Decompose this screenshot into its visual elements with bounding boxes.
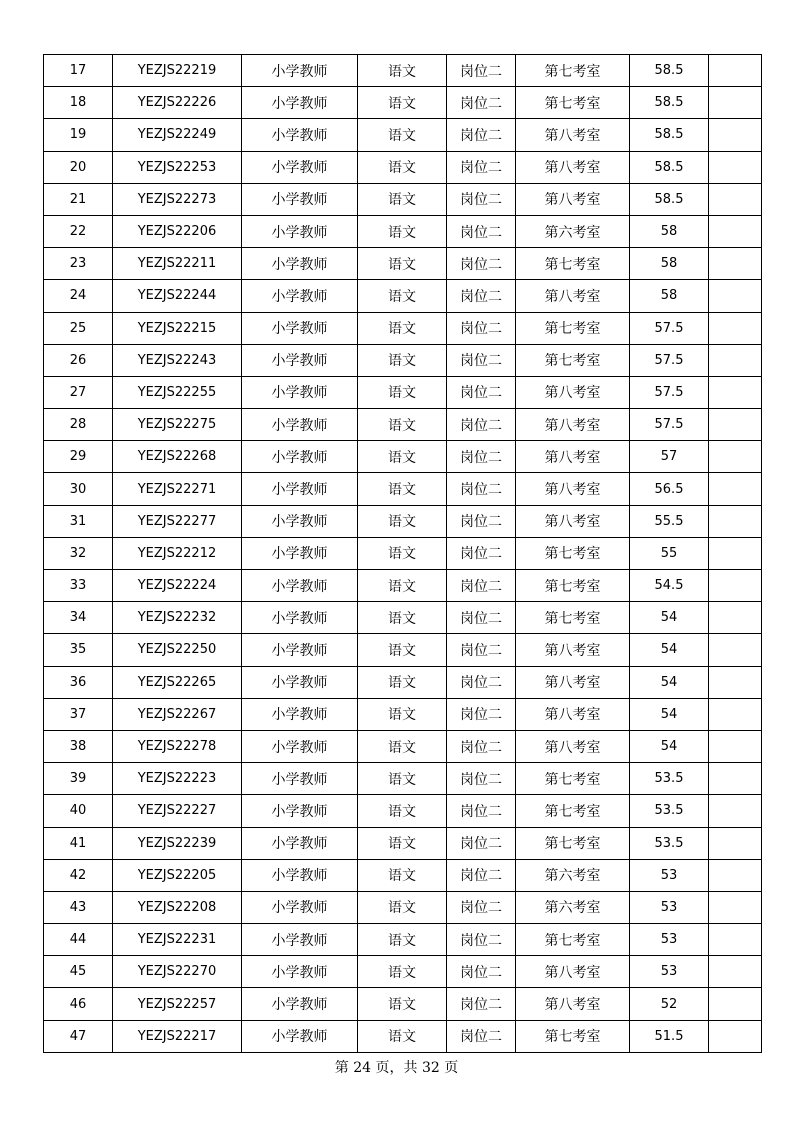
post-cell: 岗位二 xyxy=(447,537,516,569)
post-cell: 岗位二 xyxy=(447,763,516,795)
score-cell: 53.5 xyxy=(630,827,709,859)
candidate-id-cell: YEZJS22268 xyxy=(113,441,242,473)
candidate-id-cell: YEZJS22277 xyxy=(113,505,242,537)
candidate-id-cell: YEZJS22267 xyxy=(113,698,242,730)
post-cell: 岗位二 xyxy=(447,634,516,666)
subject-cell: 语文 xyxy=(358,119,447,151)
candidate-id-cell: YEZJS22227 xyxy=(113,795,242,827)
position-type-cell: 小学教师 xyxy=(242,891,358,923)
subject-cell: 语文 xyxy=(358,87,447,119)
subject-cell: 语文 xyxy=(358,730,447,762)
position-type-cell: 小学教师 xyxy=(242,666,358,698)
post-cell: 岗位二 xyxy=(447,280,516,312)
candidate-id-cell: YEZJS22215 xyxy=(113,312,242,344)
table-row xyxy=(44,473,762,505)
post-cell: 岗位二 xyxy=(447,409,516,441)
table-row xyxy=(44,859,762,891)
table-row xyxy=(44,441,762,473)
exam-room-cell: 第八考室 xyxy=(516,988,630,1020)
remark-cell xyxy=(709,280,762,312)
table-row xyxy=(44,891,762,923)
exam-room-cell: 第七考室 xyxy=(516,537,630,569)
table-row xyxy=(44,570,762,602)
remark-cell xyxy=(709,924,762,956)
position-type-cell: 小学教师 xyxy=(242,312,358,344)
position-type-cell: 小学教师 xyxy=(242,698,358,730)
score-cell: 53.5 xyxy=(630,763,709,795)
row-number-cell: 28 xyxy=(44,409,113,441)
post-cell: 岗位二 xyxy=(447,1020,516,1052)
subject-cell: 语文 xyxy=(358,441,447,473)
score-cell: 58 xyxy=(630,215,709,247)
position-type-cell: 小学教师 xyxy=(242,988,358,1020)
score-cell: 53 xyxy=(630,956,709,988)
remark-cell xyxy=(709,119,762,151)
subject-cell: 语文 xyxy=(358,634,447,666)
score-cell: 58.5 xyxy=(630,151,709,183)
subject-cell: 语文 xyxy=(358,666,447,698)
remark-cell xyxy=(709,988,762,1020)
remark-cell xyxy=(709,698,762,730)
subject-cell: 语文 xyxy=(358,891,447,923)
score-cell: 57.5 xyxy=(630,312,709,344)
table-row xyxy=(44,698,762,730)
remark-cell xyxy=(709,376,762,408)
table-row xyxy=(44,730,762,762)
table-row xyxy=(44,1020,762,1052)
row-number-cell: 36 xyxy=(44,666,113,698)
score-cell: 54 xyxy=(630,698,709,730)
candidate-id-cell: YEZJS22208 xyxy=(113,891,242,923)
candidate-id-cell: YEZJS22265 xyxy=(113,666,242,698)
exam-room-cell: 第八考室 xyxy=(516,280,630,312)
post-cell: 岗位二 xyxy=(447,344,516,376)
position-type-cell: 小学教师 xyxy=(242,473,358,505)
row-number-cell: 27 xyxy=(44,376,113,408)
subject-cell: 语文 xyxy=(358,151,447,183)
candidate-id-cell: YEZJS22250 xyxy=(113,634,242,666)
post-cell: 岗位二 xyxy=(447,570,516,602)
post-cell: 岗位二 xyxy=(447,795,516,827)
position-type-cell: 小学教师 xyxy=(242,119,358,151)
remark-cell xyxy=(709,441,762,473)
subject-cell: 语文 xyxy=(358,376,447,408)
score-cell: 58.5 xyxy=(630,119,709,151)
candidate-id-cell: YEZJS22232 xyxy=(113,602,242,634)
table-row xyxy=(44,215,762,247)
exam-room-cell: 第八考室 xyxy=(516,409,630,441)
row-number-cell: 37 xyxy=(44,698,113,730)
score-cell: 57 xyxy=(630,441,709,473)
row-number-cell: 31 xyxy=(44,505,113,537)
table-row xyxy=(44,344,762,376)
subject-cell: 语文 xyxy=(358,698,447,730)
remark-cell xyxy=(709,248,762,280)
candidate-id-cell: YEZJS22273 xyxy=(113,183,242,215)
post-cell: 岗位二 xyxy=(447,698,516,730)
score-cell: 58.5 xyxy=(630,87,709,119)
subject-cell: 语文 xyxy=(358,409,447,441)
table-body xyxy=(44,55,762,1053)
subject-cell: 语文 xyxy=(358,924,447,956)
score-cell: 54.5 xyxy=(630,570,709,602)
table-row xyxy=(44,763,762,795)
table-row xyxy=(44,409,762,441)
exam-room-cell: 第七考室 xyxy=(516,87,630,119)
remark-cell xyxy=(709,1020,762,1052)
score-cell: 51.5 xyxy=(630,1020,709,1052)
table-row xyxy=(44,280,762,312)
score-cell: 54 xyxy=(630,666,709,698)
remark-cell xyxy=(709,666,762,698)
row-number-cell: 43 xyxy=(44,891,113,923)
exam-room-cell: 第八考室 xyxy=(516,730,630,762)
table-row xyxy=(44,183,762,215)
table-row xyxy=(44,55,762,87)
score-cell: 52 xyxy=(630,988,709,1020)
post-cell: 岗位二 xyxy=(447,988,516,1020)
position-type-cell: 小学教师 xyxy=(242,827,358,859)
post-cell: 岗位二 xyxy=(447,151,516,183)
remark-cell xyxy=(709,409,762,441)
score-cell: 57.5 xyxy=(630,344,709,376)
row-number-cell: 23 xyxy=(44,248,113,280)
post-cell: 岗位二 xyxy=(447,248,516,280)
candidate-id-cell: YEZJS22206 xyxy=(113,215,242,247)
candidate-id-cell: YEZJS22243 xyxy=(113,344,242,376)
subject-cell: 语文 xyxy=(358,602,447,634)
position-type-cell: 小学教师 xyxy=(242,924,358,956)
position-type-cell: 小学教师 xyxy=(242,344,358,376)
row-number-cell: 21 xyxy=(44,183,113,215)
candidate-id-cell: YEZJS22275 xyxy=(113,409,242,441)
candidate-id-cell: YEZJS22278 xyxy=(113,730,242,762)
score-cell: 56.5 xyxy=(630,473,709,505)
table-row xyxy=(44,87,762,119)
candidate-id-cell: YEZJS22223 xyxy=(113,763,242,795)
table-row xyxy=(44,795,762,827)
exam-room-cell: 第七考室 xyxy=(516,602,630,634)
post-cell: 岗位二 xyxy=(447,87,516,119)
table-row xyxy=(44,666,762,698)
position-type-cell: 小学教师 xyxy=(242,55,358,87)
candidate-id-cell: YEZJS22226 xyxy=(113,87,242,119)
position-type-cell: 小学教师 xyxy=(242,795,358,827)
position-type-cell: 小学教师 xyxy=(242,215,358,247)
score-cell: 58.5 xyxy=(630,183,709,215)
candidate-id-cell: YEZJS22253 xyxy=(113,151,242,183)
remark-cell xyxy=(709,891,762,923)
exam-room-cell: 第八考室 xyxy=(516,119,630,151)
row-number-cell: 24 xyxy=(44,280,113,312)
remark-cell xyxy=(709,473,762,505)
remark-cell xyxy=(709,634,762,666)
position-type-cell: 小学教师 xyxy=(242,602,358,634)
row-number-cell: 17 xyxy=(44,55,113,87)
position-type-cell: 小学教师 xyxy=(242,570,358,602)
candidate-id-cell: YEZJS22217 xyxy=(113,1020,242,1052)
candidate-id-cell: YEZJS22255 xyxy=(113,376,242,408)
table-row xyxy=(44,505,762,537)
subject-cell: 语文 xyxy=(358,280,447,312)
subject-cell: 语文 xyxy=(358,344,447,376)
exam-room-cell: 第六考室 xyxy=(516,215,630,247)
row-number-cell: 38 xyxy=(44,730,113,762)
candidate-id-cell: YEZJS22270 xyxy=(113,956,242,988)
remark-cell xyxy=(709,537,762,569)
score-cell: 53 xyxy=(630,859,709,891)
subject-cell: 语文 xyxy=(358,505,447,537)
row-number-cell: 42 xyxy=(44,859,113,891)
table-row xyxy=(44,634,762,666)
row-number-cell: 47 xyxy=(44,1020,113,1052)
post-cell: 岗位二 xyxy=(447,859,516,891)
subject-cell: 语文 xyxy=(358,312,447,344)
position-type-cell: 小学教师 xyxy=(242,441,358,473)
score-cell: 55.5 xyxy=(630,505,709,537)
exam-room-cell: 第七考室 xyxy=(516,570,630,602)
table-row xyxy=(44,312,762,344)
exam-room-cell: 第七考室 xyxy=(516,827,630,859)
post-cell: 岗位二 xyxy=(447,956,516,988)
subject-cell: 语文 xyxy=(358,55,447,87)
position-type-cell: 小学教师 xyxy=(242,151,358,183)
position-type-cell: 小学教师 xyxy=(242,730,358,762)
exam-room-cell: 第八考室 xyxy=(516,151,630,183)
score-cell: 57.5 xyxy=(630,409,709,441)
score-cell: 57.5 xyxy=(630,376,709,408)
remark-cell xyxy=(709,215,762,247)
post-cell: 岗位二 xyxy=(447,119,516,151)
remark-cell xyxy=(709,795,762,827)
candidate-id-cell: YEZJS22257 xyxy=(113,988,242,1020)
row-number-cell: 46 xyxy=(44,988,113,1020)
subject-cell: 语文 xyxy=(358,763,447,795)
exam-room-cell: 第六考室 xyxy=(516,859,630,891)
position-type-cell: 小学教师 xyxy=(242,634,358,666)
exam-room-cell: 第七考室 xyxy=(516,344,630,376)
position-type-cell: 小学教师 xyxy=(242,280,358,312)
row-number-cell: 25 xyxy=(44,312,113,344)
post-cell: 岗位二 xyxy=(447,827,516,859)
remark-cell xyxy=(709,827,762,859)
subject-cell: 语文 xyxy=(358,956,447,988)
post-cell: 岗位二 xyxy=(447,602,516,634)
remark-cell xyxy=(709,183,762,215)
subject-cell: 语文 xyxy=(358,537,447,569)
remark-cell xyxy=(709,151,762,183)
remark-cell xyxy=(709,763,762,795)
position-type-cell: 小学教师 xyxy=(242,1020,358,1052)
score-cell: 53 xyxy=(630,891,709,923)
table-row xyxy=(44,956,762,988)
subject-cell: 语文 xyxy=(358,183,447,215)
position-type-cell: 小学教师 xyxy=(242,376,358,408)
exam-room-cell: 第八考室 xyxy=(516,505,630,537)
subject-cell: 语文 xyxy=(358,248,447,280)
row-number-cell: 22 xyxy=(44,215,113,247)
exam-room-cell: 第八考室 xyxy=(516,376,630,408)
score-cell: 53 xyxy=(630,924,709,956)
exam-room-cell: 第七考室 xyxy=(516,248,630,280)
row-number-cell: 45 xyxy=(44,956,113,988)
subject-cell: 语文 xyxy=(358,827,447,859)
post-cell: 岗位二 xyxy=(447,215,516,247)
row-number-cell: 41 xyxy=(44,827,113,859)
position-type-cell: 小学教师 xyxy=(242,87,358,119)
subject-cell: 语文 xyxy=(358,859,447,891)
position-type-cell: 小学教师 xyxy=(242,505,358,537)
post-cell: 岗位二 xyxy=(447,183,516,215)
remark-cell xyxy=(709,55,762,87)
candidate-id-cell: YEZJS22271 xyxy=(113,473,242,505)
row-number-cell: 20 xyxy=(44,151,113,183)
row-number-cell: 39 xyxy=(44,763,113,795)
row-number-cell: 35 xyxy=(44,634,113,666)
post-cell: 岗位二 xyxy=(447,730,516,762)
row-number-cell: 34 xyxy=(44,602,113,634)
remark-cell xyxy=(709,859,762,891)
position-type-cell: 小学教师 xyxy=(242,248,358,280)
exam-room-cell: 第七考室 xyxy=(516,55,630,87)
position-type-cell: 小学教师 xyxy=(242,859,358,891)
row-number-cell: 26 xyxy=(44,344,113,376)
exam-room-cell: 第八考室 xyxy=(516,666,630,698)
exam-room-cell: 第八考室 xyxy=(516,956,630,988)
remark-cell xyxy=(709,312,762,344)
row-number-cell: 19 xyxy=(44,119,113,151)
exam-room-cell: 第六考室 xyxy=(516,891,630,923)
row-number-cell: 32 xyxy=(44,537,113,569)
row-number-cell: 18 xyxy=(44,87,113,119)
remark-cell xyxy=(709,87,762,119)
score-cell: 58 xyxy=(630,280,709,312)
candidate-id-cell: YEZJS22205 xyxy=(113,859,242,891)
subject-cell: 语文 xyxy=(358,215,447,247)
score-table xyxy=(43,54,762,1053)
row-number-cell: 30 xyxy=(44,473,113,505)
candidate-id-cell: YEZJS22211 xyxy=(113,248,242,280)
position-type-cell: 小学教师 xyxy=(242,763,358,795)
candidate-id-cell: YEZJS22212 xyxy=(113,537,242,569)
subject-cell: 语文 xyxy=(358,988,447,1020)
exam-room-cell: 第八考室 xyxy=(516,698,630,730)
exam-room-cell: 第八考室 xyxy=(516,441,630,473)
score-cell: 55 xyxy=(630,537,709,569)
score-cell: 58 xyxy=(630,248,709,280)
exam-room-cell: 第七考室 xyxy=(516,795,630,827)
row-number-cell: 40 xyxy=(44,795,113,827)
score-cell: 53.5 xyxy=(630,795,709,827)
exam-room-cell: 第八考室 xyxy=(516,634,630,666)
position-type-cell: 小学教师 xyxy=(242,409,358,441)
score-cell: 54 xyxy=(630,730,709,762)
table-row xyxy=(44,988,762,1020)
post-cell: 岗位二 xyxy=(447,376,516,408)
post-cell: 岗位二 xyxy=(447,924,516,956)
page-footer: 第 24 页，共 32 页 xyxy=(334,1060,459,1076)
table-row xyxy=(44,119,762,151)
row-number-cell: 29 xyxy=(44,441,113,473)
table-row xyxy=(44,827,762,859)
remark-cell xyxy=(709,505,762,537)
remark-cell xyxy=(709,602,762,634)
candidate-id-cell: YEZJS22239 xyxy=(113,827,242,859)
score-cell: 54 xyxy=(630,602,709,634)
table-row xyxy=(44,248,762,280)
candidate-id-cell: YEZJS22244 xyxy=(113,280,242,312)
post-cell: 岗位二 xyxy=(447,312,516,344)
position-type-cell: 小学教师 xyxy=(242,537,358,569)
position-type-cell: 小学教师 xyxy=(242,956,358,988)
candidate-id-cell: YEZJS22249 xyxy=(113,119,242,151)
score-cell: 58.5 xyxy=(630,55,709,87)
remark-cell xyxy=(709,956,762,988)
exam-room-cell: 第七考室 xyxy=(516,924,630,956)
candidate-id-cell: YEZJS22231 xyxy=(113,924,242,956)
subject-cell: 语文 xyxy=(358,1020,447,1052)
table-row xyxy=(44,537,762,569)
remark-cell xyxy=(709,730,762,762)
subject-cell: 语文 xyxy=(358,473,447,505)
candidate-id-cell: YEZJS22224 xyxy=(113,570,242,602)
post-cell: 岗位二 xyxy=(447,55,516,87)
subject-cell: 语文 xyxy=(358,795,447,827)
post-cell: 岗位二 xyxy=(447,666,516,698)
exam-room-cell: 第七考室 xyxy=(516,763,630,795)
position-type-cell: 小学教师 xyxy=(242,183,358,215)
exam-room-cell: 第八考室 xyxy=(516,183,630,215)
post-cell: 岗位二 xyxy=(447,473,516,505)
subject-cell: 语文 xyxy=(358,570,447,602)
row-number-cell: 44 xyxy=(44,924,113,956)
post-cell: 岗位二 xyxy=(447,891,516,923)
remark-cell xyxy=(709,570,762,602)
table-row xyxy=(44,924,762,956)
remark-cell xyxy=(709,344,762,376)
post-cell: 岗位二 xyxy=(447,441,516,473)
exam-room-cell: 第七考室 xyxy=(516,1020,630,1052)
row-number-cell: 33 xyxy=(44,570,113,602)
table-row xyxy=(44,376,762,408)
post-cell: 岗位二 xyxy=(447,505,516,537)
table-row xyxy=(44,151,762,183)
exam-room-cell: 第八考室 xyxy=(516,473,630,505)
score-cell: 54 xyxy=(630,634,709,666)
table-row xyxy=(44,602,762,634)
candidate-id-cell: YEZJS22219 xyxy=(113,55,242,87)
exam-room-cell: 第七考室 xyxy=(516,312,630,344)
